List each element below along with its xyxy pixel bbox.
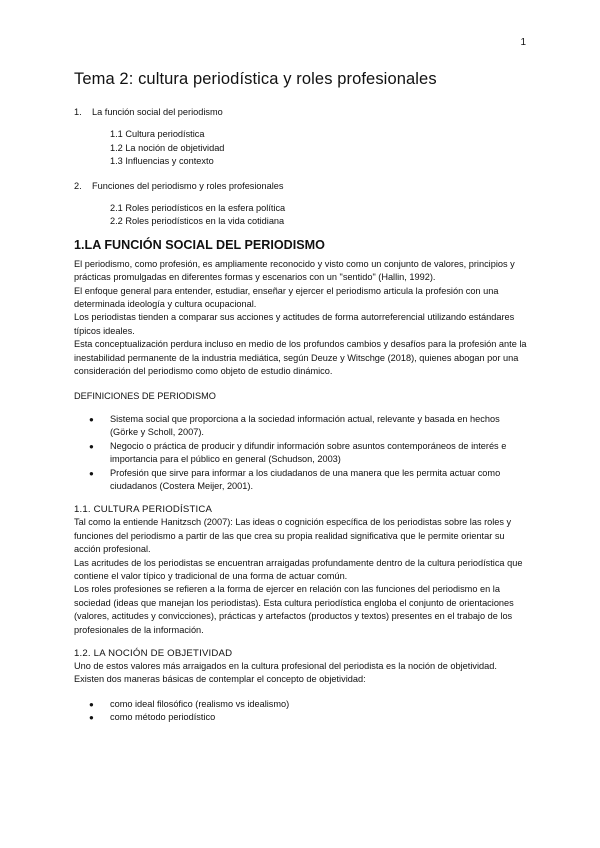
paragraph: Las acritudes de los periodistas se encuentran arraigadas profundamente dentro de la cultura periodística que contiene el valor típico y tradicional de una forma de actuar común. bbox=[74, 557, 523, 581]
document-title: Tema 2: cultura periodística y roles profesionales bbox=[74, 70, 437, 88]
bullet-icon: ● bbox=[89, 713, 94, 723]
toc-subitem: 1.3 Influencias y contexto bbox=[110, 156, 214, 167]
bullet-icon: ● bbox=[89, 441, 94, 451]
subsection-heading: 1.2. LA NOCIÓN DE OBJETIVIDAD bbox=[74, 648, 233, 659]
subsection-heading: 1.1. CULTURA PERIODÍSTICA bbox=[74, 504, 213, 516]
paragraph: El periodismo, como profesión, es ampliamente reconocido y visto como un conjunto de valores, principios y prácticas promulgadas en diferentes formas y escenarios con un "sentido" (Hallin, 1992). bbox=[74, 258, 515, 283]
objectivity-list bbox=[74, 698, 530, 725]
bullet-icon: ● bbox=[89, 414, 94, 424]
paragraph: El enfoque general para entender, estudiar, enseñar y ejercer el periodismo articula la profesión con una determinada ideología y cultura ocupacional. bbox=[74, 285, 499, 310]
definitions-list bbox=[74, 413, 530, 493]
toc-subitem: 1.1 Cultura periodística bbox=[110, 129, 205, 140]
list-item: ● Sistema social que proporciona a la sociedad información actual, relevante y basada en hechos (Görke y Scholl, 2007). bbox=[89, 413, 500, 438]
paragraph: Los roles profesiones se refieren a la forma de ejercer en relación con las funciones del periodismo en la sociedad (ideas que manejan los periodistas). Esta cultura periodística engloba el conjunto de orientaciones (valores, actitudes y convicciones), prácticas y artefactos (productos y textos) presentes en el trabajo de los profesionales de la información. bbox=[74, 584, 514, 635]
list-item: ● como método periodístico bbox=[74, 711, 530, 724]
paragraph: Los periodistas tienden a comparar sus acciones y actitudes de forma autorreferencial utilizando estándares típicos ideales. bbox=[74, 312, 515, 336]
toc-item-label: La función social del periodismo bbox=[92, 107, 223, 117]
paragraph: Existen dos maneras básicas de contemplar el concepto de objetividad: bbox=[74, 674, 366, 685]
list-item: ● como ideal filosófico (realismo vs idealismo) bbox=[74, 698, 530, 711]
toc-item-label: Funciones del periodismo y roles profesionales bbox=[92, 180, 284, 191]
paragraph: Esta conceptualización perdura incluso en medio de los profundos cambios y desafíos para la profesión ante la inestabilidad permanente de la industria mediática, según Deuze y Witschge (2018), quienes abogan por una consideración del periodismo como objeto de estudio dinámico. bbox=[74, 339, 527, 377]
toc-item-2 bbox=[74, 180, 530, 193]
paragraph: Tal como la entiende Hanitzsch (2007): Las ideas o cognición específica de los periodistas sobre las roles y funciones del periodismo a partir de las que crea su propia realidad significativa que le permite orientar su acción profesional. bbox=[74, 517, 512, 555]
document-body bbox=[74, 70, 530, 725]
toc-subitem: 2.2 Roles periodísticos en la vida cotidiana bbox=[110, 216, 285, 227]
paragraph: Uno de estos valores más arraigados en la cultura profesional del periodista es la noción de objetividad. bbox=[74, 661, 497, 671]
list-item: ● Negocio o práctica de producir y difundir información sobre asuntos contemporáneos de interés e importancia para el público en general (Schudson, 2003) bbox=[89, 440, 507, 465]
toc-item-1 bbox=[74, 106, 530, 119]
toc-subitem: 2.1 Roles periodísticos en la esfera política bbox=[110, 203, 286, 214]
section-heading: 1.LA FUNCIÓN SOCIAL DEL PERIODISMO bbox=[74, 237, 325, 252]
bullet-icon: ● bbox=[89, 468, 94, 478]
bullet-icon: ● bbox=[89, 699, 94, 709]
page-number: 1 bbox=[520, 37, 526, 48]
list-item: ● Profesión que sirve para informar a los ciudadanos de una manera que les permita actuar como ciudadanos (Costera Meijer, 2001). bbox=[89, 467, 501, 491]
toc-subitem: 1.2 La noción de objetividad bbox=[110, 142, 225, 153]
toc-item-number: 1. bbox=[74, 107, 82, 117]
definitions-title: DEFINICIONES DE PERIODISMO bbox=[74, 390, 216, 401]
toc-item-number: 2. bbox=[74, 180, 82, 191]
table-of-contents bbox=[74, 106, 530, 229]
